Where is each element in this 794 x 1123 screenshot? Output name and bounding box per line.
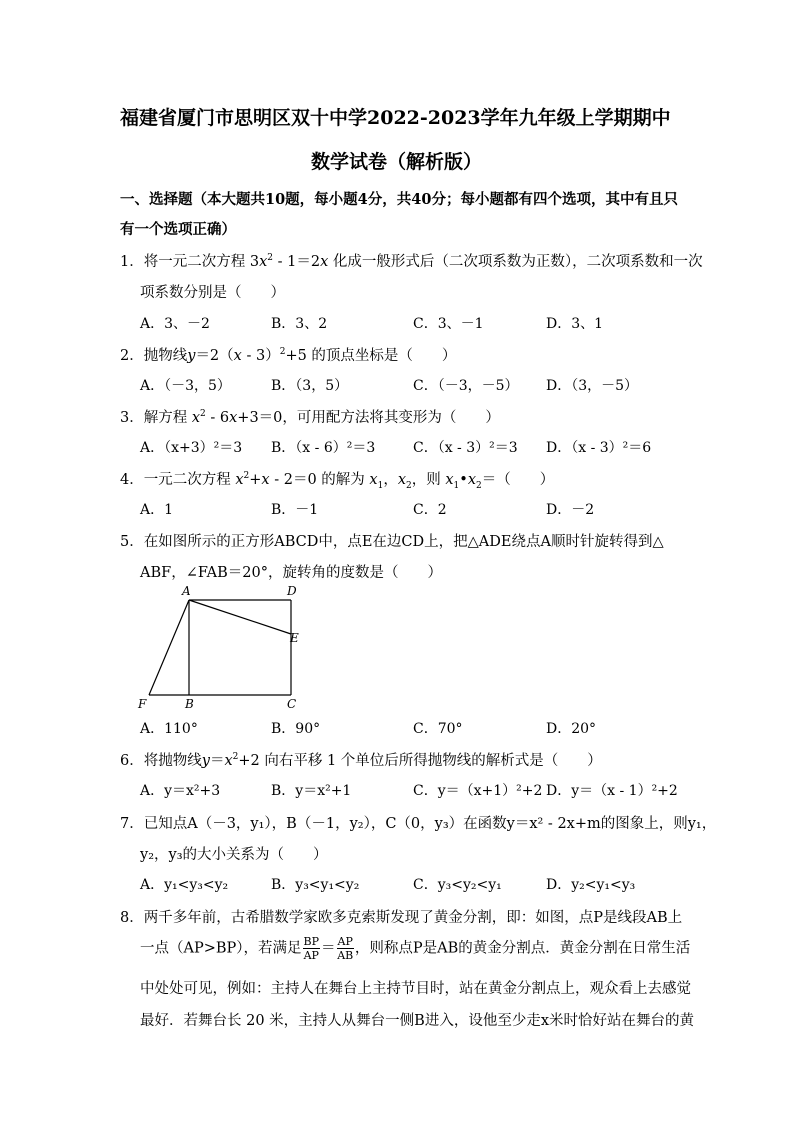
page-title-line2: 数学试卷（解析版） xyxy=(311,151,483,173)
question-3-stem: 3．解方程 $x^2 - 6x+3=0$，可用配方法将其变形为（ ） xyxy=(120,409,500,426)
question-5-option-d[interactable]: D．20° xyxy=(546,721,597,737)
vertex-label-f: F xyxy=(138,697,147,711)
vertex-label-e: E xyxy=(290,631,299,645)
question-7-stem-line2: y₂，y₃的大小关系为（ ） xyxy=(140,847,328,863)
question-7-stem: 7．已知点A（－3，y₁），B（－1，y₂），C（0，y₃）在函数y＝x² - 2x+m的图象上，则y₁， xyxy=(120,816,717,832)
question-4-option-d[interactable]: D．－2 xyxy=(546,502,595,518)
question-6-option-a[interactable]: A．y＝x²+3 xyxy=(140,783,221,799)
question-3-option-c[interactable]: C．（x - 3）²＝3 xyxy=(413,440,518,456)
question-5-option-b[interactable]: B．90° xyxy=(271,721,321,737)
question-5-stem-line2: ABF，∠FAB＝20°，旋转角的度数是（ ） xyxy=(140,565,442,581)
question-4-option-a[interactable]: A．1 xyxy=(140,502,174,518)
question-6-option-c[interactable]: C．y＝（x+1）²+2 xyxy=(413,783,543,799)
question-1-option-b[interactable]: B．3、2 xyxy=(271,316,328,332)
question-8-stem-line2: 一点（AP>BP），若满足 $\frac{BP}{AP}$ ＝ $\frac{AP}{AB}$ ，则称点P是AB的黄金分割点．黄金分割在日常生活 xyxy=(140,935,691,962)
question-8-stem-line3: 中处处可见，例如：主持人在舞台上主持节目时，站在黄金分割点上，观众看上去感觉 xyxy=(140,981,691,997)
question-8-stem-line4: 最好．若舞台长 20 米，主持人从舞台一侧B进入，设他至少走x米时恰好站在舞台的黄 xyxy=(140,1013,694,1029)
question-7-option-d[interactable]: D．y₂<y₁<y₃ xyxy=(546,877,636,893)
vertex-label-d: D xyxy=(287,584,297,598)
question-2-option-a[interactable]: A．（－3，5） xyxy=(140,378,231,394)
question-8-stem: 8．两千多年前，古希腊数学家欧多克索斯发现了黄金分割，即：如图，点P是线段AB上 xyxy=(120,910,683,926)
question-4-option-b[interactable]: B．－1 xyxy=(271,502,319,518)
question-3-option-b[interactable]: B．（x - 6）²＝3 xyxy=(271,440,376,456)
section-heading-line1: 一、选择题（本大题共10题，每小题4分，共40分；每小题都有四个选项，其中有且只 xyxy=(120,191,678,208)
section-heading-line2: 有一个选项正确） xyxy=(120,221,236,238)
vertex-label-b: B xyxy=(185,697,194,711)
question-5-stem: 5．在如图所示的正方形ABCD中，点E在边CD上，把△ADE绕点A顺时针旋转得到△ xyxy=(120,534,664,550)
question-6-option-b[interactable]: B．y＝x²+1 xyxy=(271,783,352,799)
question-6-option-d[interactable]: D．y＝（x - 1）²+2 xyxy=(546,783,678,799)
golden-ratio-fraction-right: $\frac{AP}{AB}$ xyxy=(337,935,354,962)
question-3-option-a[interactable]: A．（x+3）²＝3 xyxy=(140,440,243,456)
square-rotation-figure xyxy=(130,580,320,715)
question-2-option-c[interactable]: C．（－3，－5） xyxy=(413,378,519,394)
question-5-option-c[interactable]: C．70° xyxy=(413,721,463,737)
question-2-option-d[interactable]: D．（3，－5） xyxy=(546,378,639,394)
question-number: 1． xyxy=(120,254,144,270)
vertex-label-c: C xyxy=(287,697,297,711)
question-4-stem: 4．一元二次方程 $x^2+x - 2=0$ 的解为 $x_1$，$x_2$，则 $x_1•x_2=$（ ） xyxy=(120,471,555,491)
question-7-option-a[interactable]: A．y₁<y₃<y₂ xyxy=(140,877,229,893)
question-1-option-d[interactable]: D．3、1 xyxy=(546,316,604,332)
question-7-option-b[interactable]: B．y₃<y₁<y₂ xyxy=(271,877,360,893)
question-1-option-c[interactable]: C．3、－1 xyxy=(413,316,484,332)
question-7-option-c[interactable]: C．y₃<y₂<y₁ xyxy=(413,877,502,893)
question-1-stem: 1．将一元二次方程 $3x^2 - 1=2x$ 化成一般形式后（二次项系数为正数），二次项系数和一次 xyxy=(120,253,703,270)
golden-ratio-fraction-left: $\frac{BP}{AP}$ xyxy=(303,935,320,962)
page-title-line1: 福建省厦门市思明区双十中学2022-2023学年九年级上学期期中 xyxy=(120,107,671,129)
question-1-option-a[interactable]: A．3、－2 xyxy=(140,316,210,332)
question-5-option-a[interactable]: A．110° xyxy=(140,721,198,737)
vertex-label-a: A xyxy=(182,584,191,598)
question-3-option-d[interactable]: D．（x - 3）²＝6 xyxy=(546,440,652,456)
question-6-stem: 6．将抛物线$y=x^2+2$ 向右平移 1 个单位后所得抛物线的解析式是（ ） xyxy=(120,752,602,769)
question-1-stem-line2: 项系数分别是（ ） xyxy=(140,285,285,301)
question-2-option-b[interactable]: B．（3，5） xyxy=(271,378,349,394)
question-4-option-c[interactable]: C．2 xyxy=(413,502,447,518)
question-2-stem: 2．抛物线y＝2（x - 3）$^2$+5 的顶点坐标是（ ） xyxy=(120,347,457,364)
